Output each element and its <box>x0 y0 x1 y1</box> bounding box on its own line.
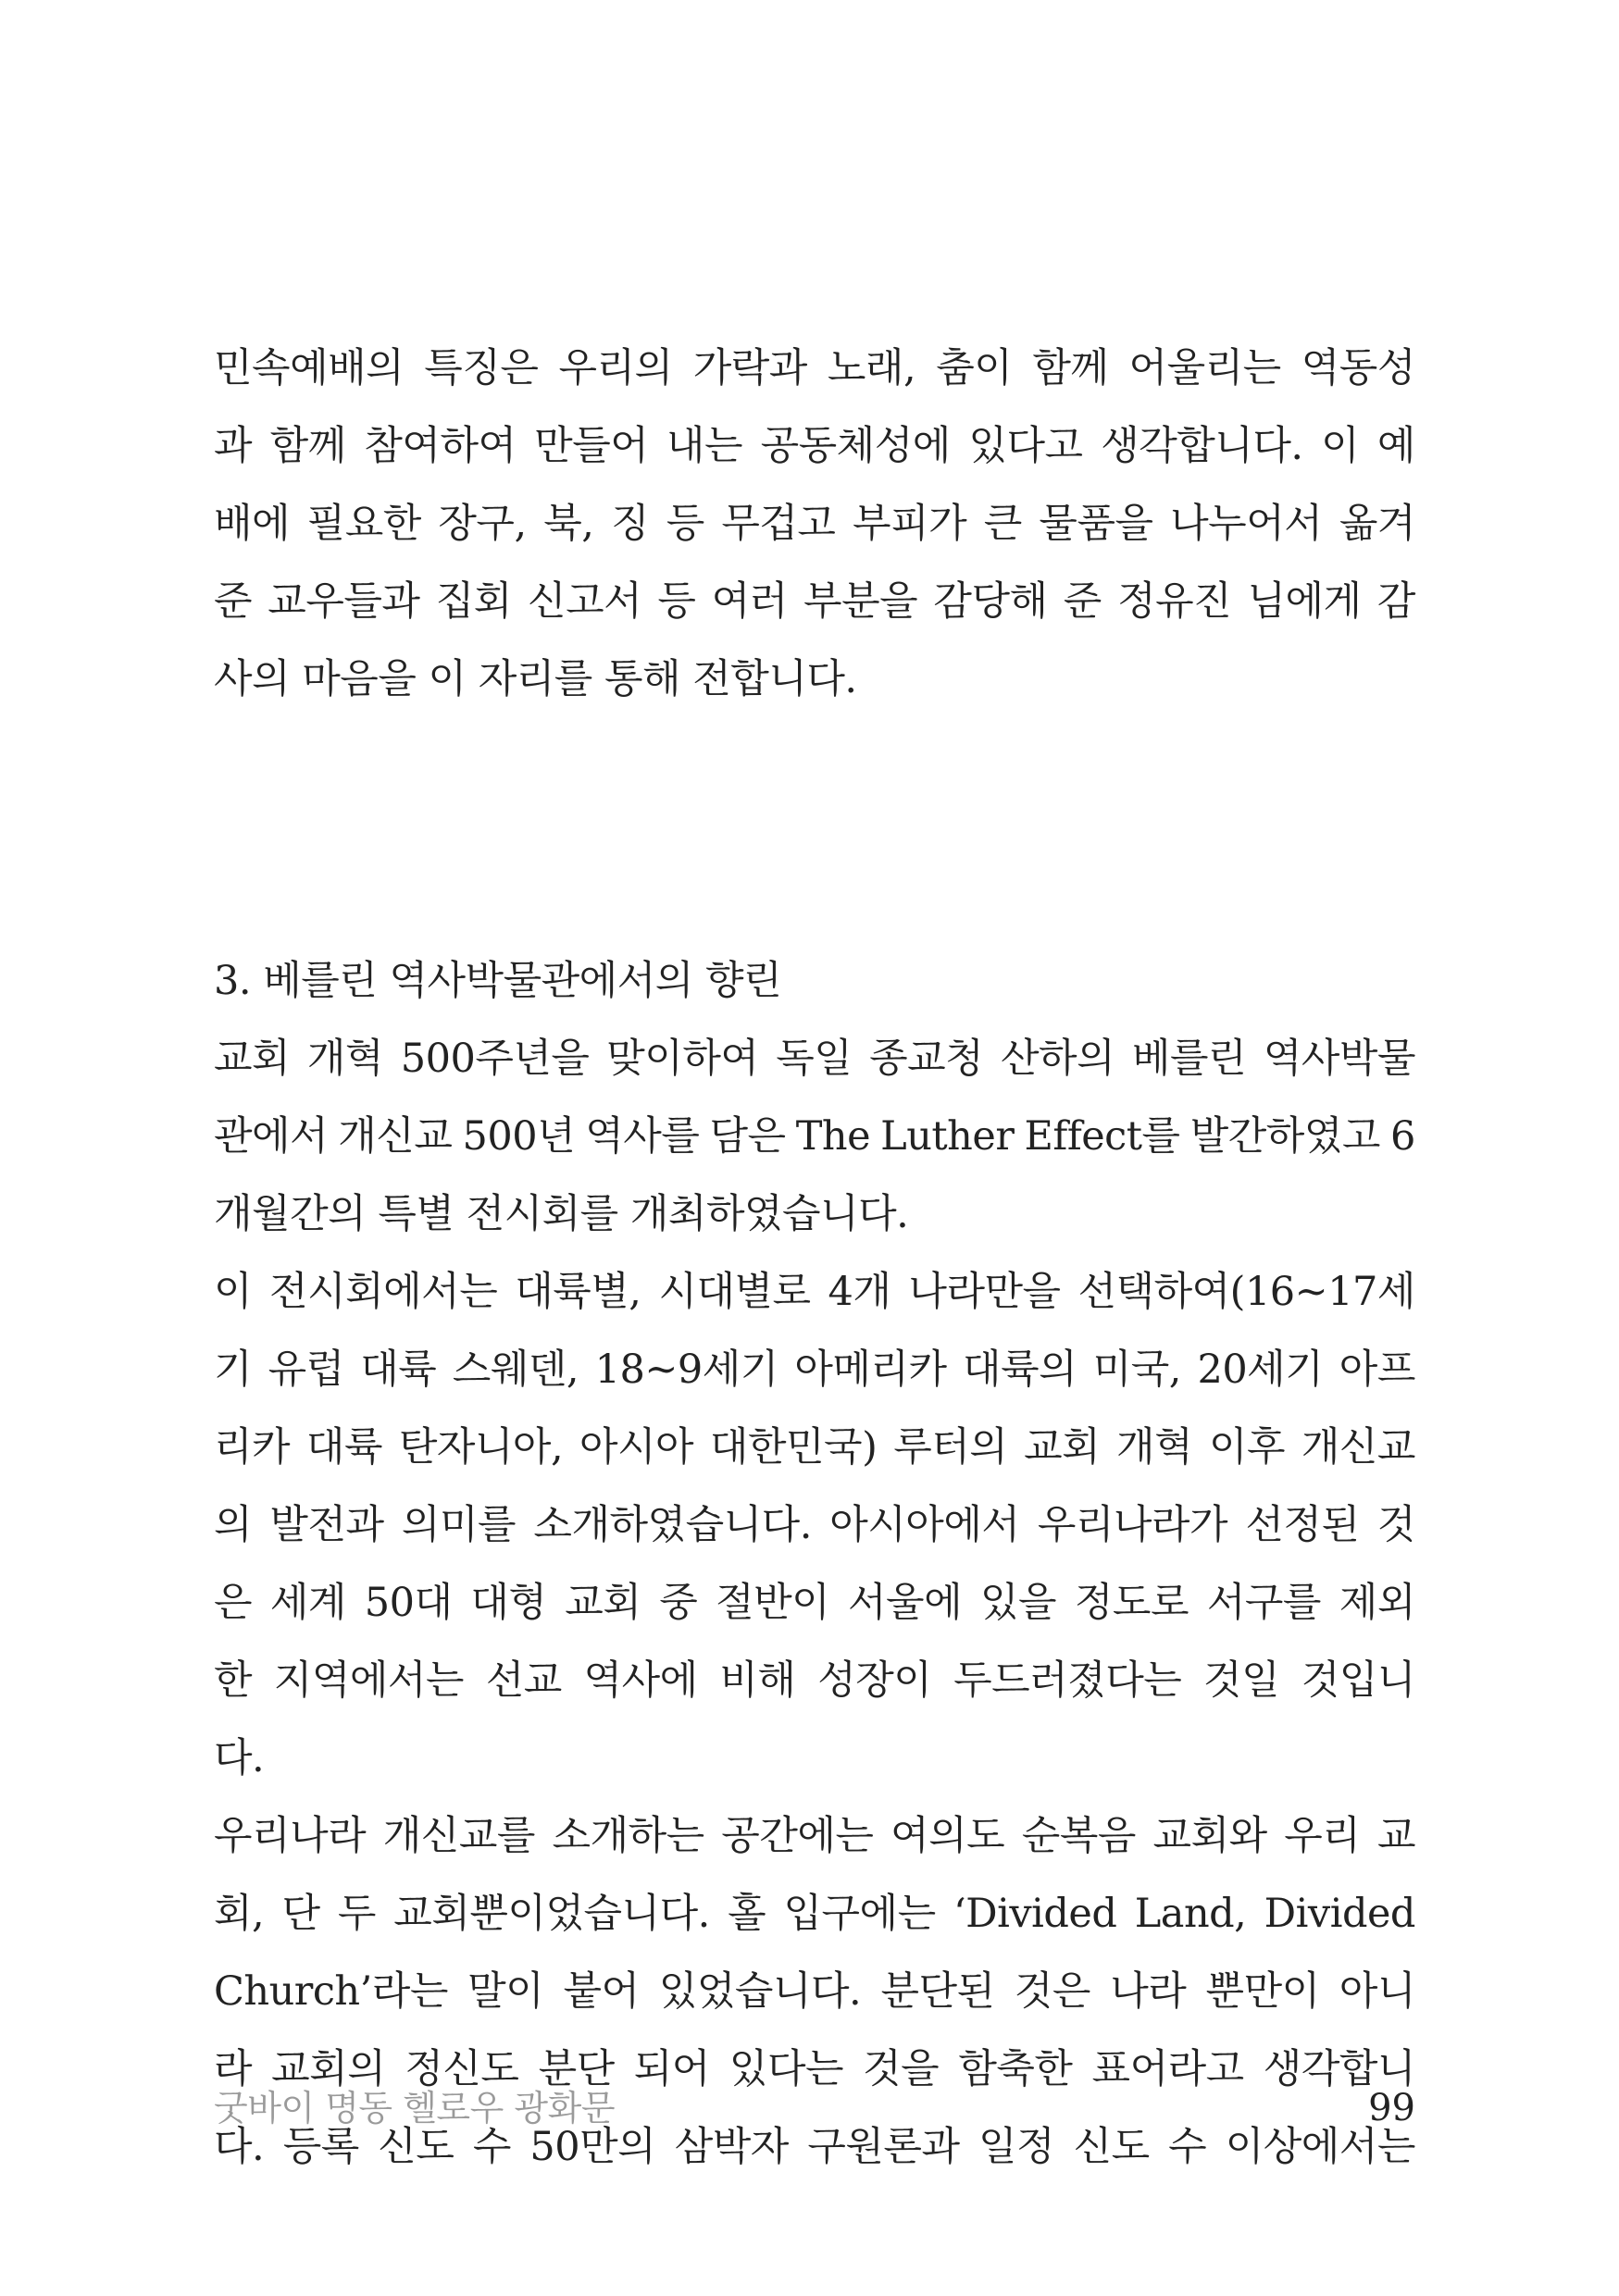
text-line: 개월간의 특별 전시회를 개최하였습니다. <box>214 1191 909 1237</box>
text-line: 과 함께 참여하여 만들어 내는 공동체성에 있다고 생각합니다. 이 예 <box>214 423 1415 469</box>
text-line: 다. 등록 신도 수 50만의 삼박자 구원론과 일정 신도 수 이상에서는 <box>214 2124 1415 2170</box>
text-line: 다. <box>214 1735 265 1781</box>
text-line: 민속예배의 특징은 우리의 가락과 노래, 춤이 함께 어울리는 역동성 <box>214 345 1415 391</box>
section-heading: 3. 베를린 역사박물관에서의 향린 <box>214 958 782 1004</box>
text-line: 관에서 개신교 500년 역사를 담은 The Luther Effect를 발간하였고 6 <box>214 1113 1415 1160</box>
intro-paragraph <box>214 329 1415 718</box>
text-line: 준 교우들과 집회 신고서 등 여러 부분을 감당해 준 정유진 님에게 감 <box>214 578 1415 625</box>
text-line: 리카 대륙 탄자니아, 아시아 대한민국) 루터의 교회 개혁 이후 개신교 <box>214 1424 1415 1471</box>
text-line: 한 지역에서는 선교 역사에 비해 성장이 두드러졌다는 것일 것입니 <box>214 1657 1415 1704</box>
text-line: 라 교회의 정신도 분단 되어 있다는 것을 함축한 표어라고 생각합니 <box>214 2046 1415 2092</box>
text-line: 교회 개혁 500주년을 맞이하여 독일 종교청 산하의 베를린 역사박물 <box>214 1036 1415 1082</box>
text-line: 배에 필요한 장구, 북, 징 등 무겁고 부피가 큰 물품을 나누어서 옮겨 <box>214 501 1415 547</box>
text-line: 은 세계 50대 대형 교회 중 절반이 서울에 있을 정도로 서구를 제외 <box>214 1580 1415 1626</box>
text-line: 회, 단 두 교회뿐이었습니다. 홀 입구에는 ‘Divided Land, Divided <box>214 1891 1415 1937</box>
text-line: 이 전시회에서는 대륙별, 시대별로 4개 나라만을 선택하여(16~17세 <box>214 1269 1415 1315</box>
running-title: 굿바이 명동 헬로우 광화문 <box>214 2088 616 2128</box>
text-line: Church’라는 말이 붙어 있었습니다. 분단된 것은 나라 뿐만이 아니 <box>214 1968 1415 2015</box>
text-line: 기 유럽 대륙 스웨덴, 18~9세기 아메리카 대륙의 미국, 20세기 아프 <box>214 1347 1415 1393</box>
text-line: 의 발전과 의미를 소개하였습니다. 아시아에서 우리나라가 선정된 것 <box>214 1502 1415 1548</box>
text-line: 사의 마음을 이 자리를 통해 전합니다. <box>214 656 857 702</box>
section-3 <box>214 942 1415 2186</box>
page-footer <box>214 2080 1415 2136</box>
page-number: 99 <box>1368 2087 1415 2129</box>
text-line: 우리나라 개신교를 소개하는 공간에는 여의도 순복음 교회와 우리 교 <box>214 1813 1415 1859</box>
